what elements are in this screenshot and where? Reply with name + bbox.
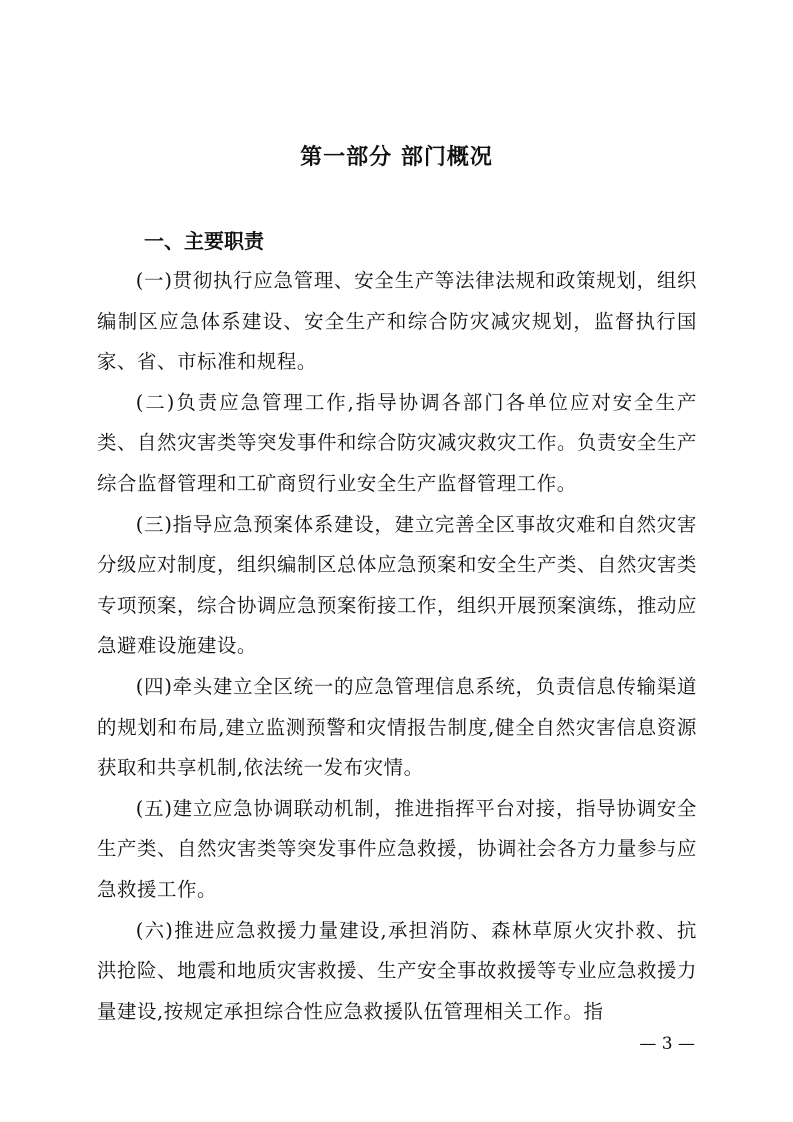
page-title: 第一部分 部门概况 [300, 145, 493, 170]
body-text [97, 261, 697, 1032]
paragraph: (一)贯彻执行应急管理、安全生产等法律法规和政策规划，组织编制区应急体系建设、安全生产和综合防灾减灾规划，监督执行国家、省、市标准和规程。 [97, 269, 697, 374]
paragraph: (三)指导应急预案体系建设，建立完善全区事故灾难和自然灾害分级应对制度，组织编制区总体应急预案和安全生产类、自然灾害类专项预案，综合协调应急预案衔接工作，组织开展预案演练，推动应急避难设施建设。 [97, 512, 697, 658]
paragraph: (六)推进应急救援力量建设,承担消防、森林草原火灾扑救、抗洪抢险、地震和地质灾害救援、生产安全事故救援等专业应急救援力量建设,按规定承担综合性应急救援队伍管理相关工作。指 [97, 918, 697, 1023]
section-heading: 一、主要职责 [144, 229, 264, 253]
paragraph: (五)建立应急协调联动机制，推进指挥平台对接，指导协调安全生产类、自然灾害类等突发事件应急救援，协调社会各方力量参与应急救援工作。 [97, 796, 697, 901]
paragraph: (二)负责应急管理工作,指导协调各部门各单位应对安全生产类、自然灾害类等突发事件和综合防灾减灾救灾工作。负责安全生产综合监督管理和工矿商贸行业安全生产监督管理工作。 [97, 390, 697, 495]
paragraph: (四)牵头建立全区统一的应急管理信息系统，负责信息传输渠道的规划和布局,建立监测预警和灾情报告制度,健全自然灾害信息资源获取和共享机制,依法统一发布灾情。 [97, 674, 697, 780]
page-number: — 3 — [639, 1034, 695, 1054]
